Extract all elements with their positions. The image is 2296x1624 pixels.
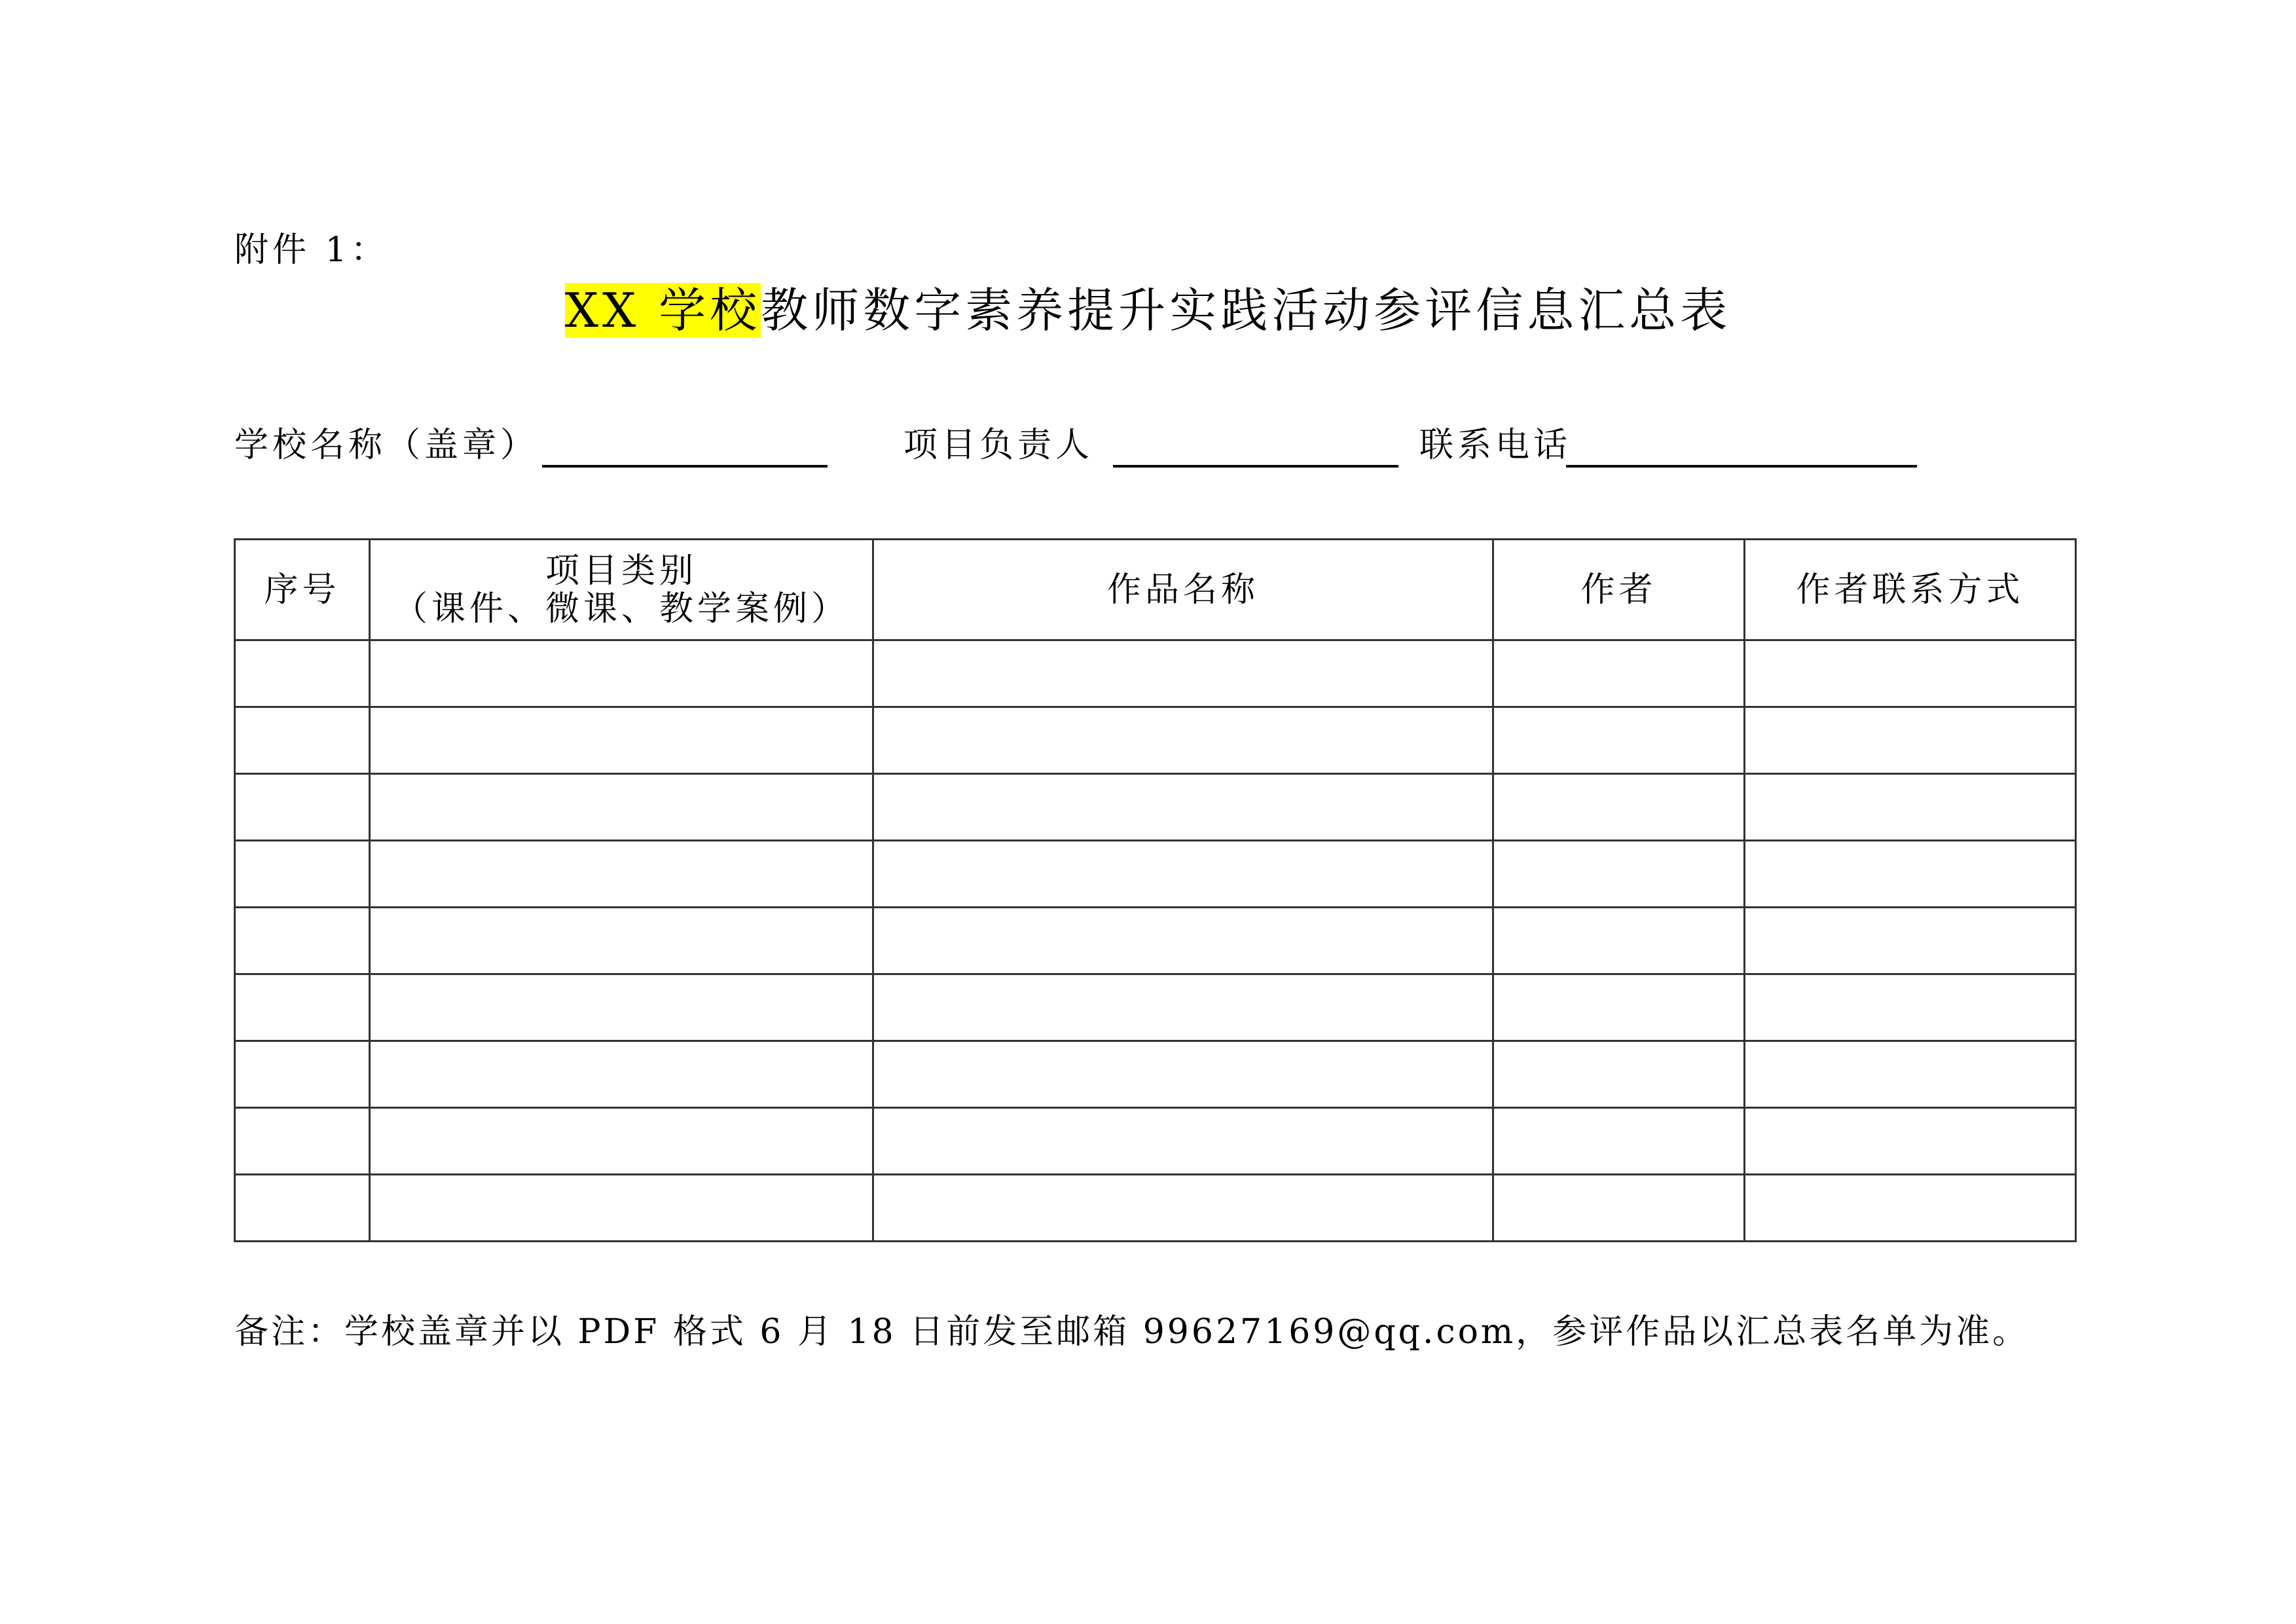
cell-author[interactable] (1493, 908, 1745, 974)
table-row (235, 1108, 2076, 1175)
cell-category[interactable] (370, 640, 873, 707)
cell-index[interactable] (235, 774, 370, 841)
cell-index[interactable] (235, 707, 370, 774)
cell-category[interactable] (370, 707, 873, 774)
cell-category[interactable] (370, 974, 873, 1041)
page-title (0, 278, 2296, 343)
cell-author[interactable] (1493, 640, 1745, 707)
cell-category[interactable] (370, 774, 873, 841)
header-index: 序号 (235, 540, 370, 640)
cell-index[interactable] (235, 640, 370, 707)
cell-category[interactable] (370, 1041, 873, 1108)
table-body (235, 640, 2076, 1242)
phone-blank (1566, 465, 1917, 468)
project-leader-label: 项目负责人 (903, 426, 1094, 465)
cell-work-name[interactable] (873, 640, 1493, 707)
table-row (235, 974, 2076, 1041)
cell-author[interactable] (1493, 1175, 1745, 1242)
table-row (235, 707, 2076, 774)
cell-category[interactable] (370, 841, 873, 908)
cell-category[interactable] (370, 908, 873, 974)
cell-index[interactable] (235, 1108, 370, 1175)
cell-index[interactable] (235, 841, 370, 908)
attachment-label: 附件 1： (234, 231, 389, 270)
table-row (235, 841, 2076, 908)
cell-work-name[interactable] (873, 1175, 1493, 1242)
cell-author-contact[interactable] (1745, 640, 2076, 707)
cell-work-name[interactable] (873, 974, 1493, 1041)
summary-table (234, 538, 2077, 1242)
cell-author-contact[interactable] (1745, 974, 2076, 1041)
cell-author-contact[interactable] (1745, 908, 2076, 974)
cell-category[interactable] (370, 1175, 873, 1242)
project-leader-blank (1113, 465, 1398, 468)
title-rest: 教师数字素养提升实践活动参评信息汇总表 (761, 283, 1732, 338)
header-author: 作者 (1493, 540, 1745, 640)
header-category-subtitle: （课件、微课、教学案例） (393, 589, 849, 629)
table-row (235, 640, 2076, 707)
header-category (370, 540, 873, 640)
cell-author[interactable] (1493, 774, 1745, 841)
header-author-contact: 作者联系方式 (1745, 540, 2076, 640)
cell-author-contact[interactable] (1745, 841, 2076, 908)
table-row (235, 1041, 2076, 1108)
cell-category[interactable] (370, 1108, 873, 1175)
cell-author[interactable] (1493, 1108, 1745, 1175)
cell-work-name[interactable] (873, 1108, 1493, 1175)
title-highlight: XX 学校 (564, 283, 761, 338)
cell-author-contact[interactable] (1745, 1041, 2076, 1108)
cell-author[interactable] (1493, 841, 1745, 908)
cell-author-contact[interactable] (1745, 1175, 2076, 1242)
cell-author-contact[interactable] (1745, 707, 2076, 774)
cell-index[interactable] (235, 974, 370, 1041)
table-row (235, 774, 2076, 841)
cell-author-contact[interactable] (1745, 774, 2076, 841)
cell-index[interactable] (235, 1041, 370, 1108)
school-name-blank (542, 465, 828, 468)
cell-author[interactable] (1493, 1041, 1745, 1108)
cell-work-name[interactable] (873, 707, 1493, 774)
phone-label: 联系电话 (1419, 426, 1572, 465)
cell-author[interactable] (1493, 974, 1745, 1041)
header-category-title: 项目类别 (545, 551, 697, 591)
table-row (235, 1175, 2076, 1242)
school-name-label: 学校名称（盖章） (234, 426, 539, 465)
cell-work-name[interactable] (873, 774, 1493, 841)
table-header-row (235, 540, 2076, 640)
cell-work-name[interactable] (873, 908, 1493, 974)
table-row (235, 908, 2076, 974)
cell-index[interactable] (235, 908, 370, 974)
cell-work-name[interactable] (873, 841, 1493, 908)
cell-author-contact[interactable] (1745, 1108, 2076, 1175)
footnote: 备注：学校盖章并以 PDF 格式 6 月 18 日前发至邮箱 99627169@qq.com，参评作品以汇总表名单为准。 (234, 1312, 2030, 1352)
cell-index[interactable] (235, 1175, 370, 1242)
cell-author[interactable] (1493, 707, 1745, 774)
header-work-name: 作品名称 (873, 540, 1493, 640)
cell-work-name[interactable] (873, 1041, 1493, 1108)
